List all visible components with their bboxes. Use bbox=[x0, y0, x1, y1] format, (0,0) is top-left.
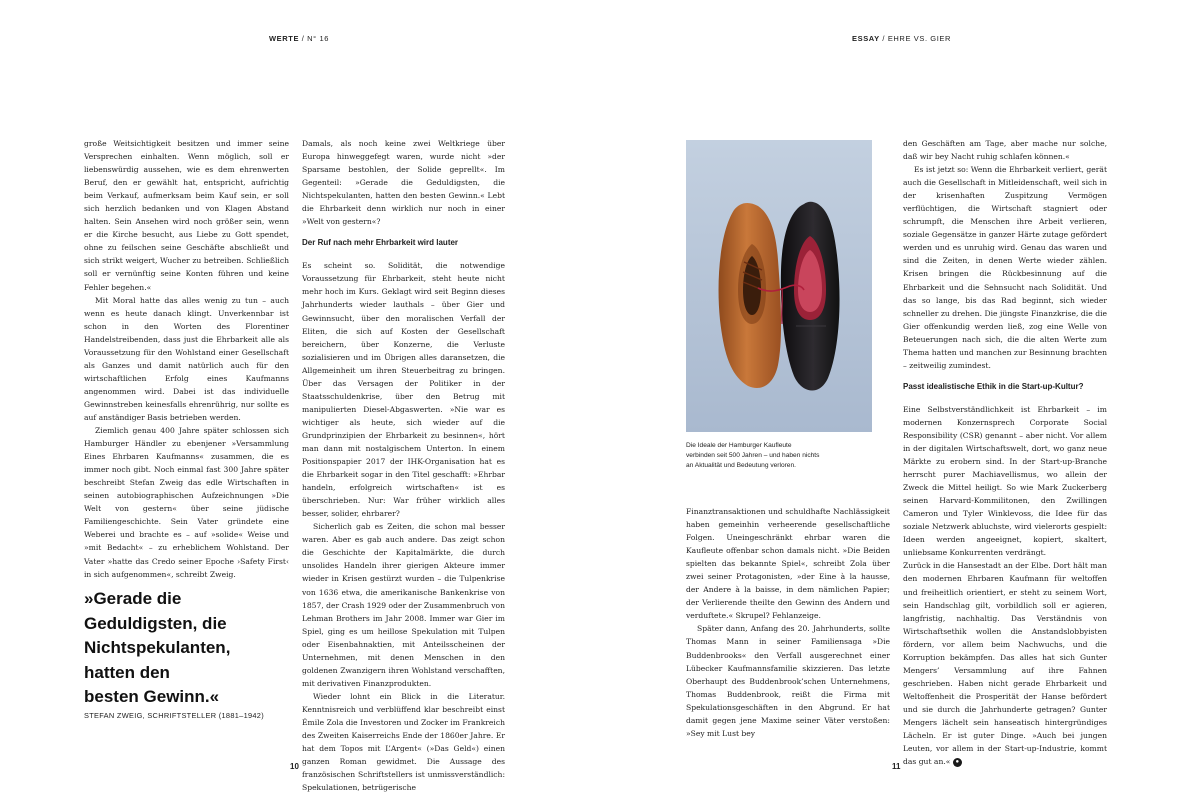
paragraph bbox=[903, 561, 1107, 766]
paragraph: Es ist jetzt so: Wenn die Ehrbarkeit verliert, gerät auch die Gesellschaft in Mitleidenschaft, weil sich in der krisenhaften Zuspitzung Vermögen verflüchtigen, die Wirtschaft stagniert oder schrumpft, die Menschen ihre Arbeit verlieren, soziale Gegensätze in ganzer Härte zutage gefördert werden und es unruhig wird. Genau das waren und sind die Zeiten, in denen Werte wieder zählen. Krisen bringen die Rückbesinnung auf die Ehrbarkeit und die Sehnsucht nach Solidität. Und das so lange, bis das Rad beginnt, sich wieder schneller zu drehen. Die jüngste Finanzkrise, die die Gier offenkundig werden ließ, zog eine Welle von Beteuerungen nach sich, die die alten Werte zum Thema hatten und manchen zur Besinnung brachten – zeitweilig zumindest. bbox=[903, 165, 1107, 370]
photo-caption: Die Ideale der Hamburger Kaufleute verbinden seit 500 Jahren – und haben nichts an Aktualität und Bedeutung verloren. bbox=[686, 442, 820, 469]
paragraph: Mit Moral hatte das alles wenig zu tun – auch wenn es heute danach klingt. Unverkennbar ist schon in den Worten des Florentiner Handelstreibenden, dass just die Ehrbarkeit alle als Voraussetzung für den Wohlstand einer Gesellschaft als Ganzes und damit natürlich auch für den wirtschaftlichen Erfolg eines Kaufmanns angenommen wird. Dabei ist das individuelle Gewinnstreben keinesfalls ehrenrührig, nur sollte es auf anständiger Basis betrieben werden. bbox=[84, 295, 289, 422]
page-number-left: 10 bbox=[290, 762, 299, 771]
pull-quote-line: besten Gewinn.« bbox=[84, 687, 220, 706]
pull-quote-line: hatten den bbox=[84, 662, 170, 682]
paragraph: Ziemlich genau 400 Jahre später schlossen sich Hamburger Händler zu ebenjener »Versammlung Eines Ehrbaren Kaufmanns« zusammen, die es immer noch gibt. Noch einmal fast 300 Jahre später beschreibt Stefan Zweig das edle Wirtschaften in seinen autobiographischen Aufzeichnungen »Die Welt von gestern« über seine jüdische Familiengeschichte. Sein Vater gründete eine Weberei und brachte es – auf »solide« Weise und »mit Bedacht« – zu erheblichem Wohlstand. Der Vater »hatte das Credo seiner Epoche ›Safety First‹ in sich aufgenommen«, schreibt Zweig. bbox=[84, 426, 289, 579]
paragraph: Später dann, Anfang des 20. Jahrhunderts, sollte Thomas Mann in seiner Familiensaga »Die Buddenbrooks« den Verfall ausgerechnet einer Lübecker Kaufmannsfamilie skizzieren. Das letzte Oberhaupt des Buddenbrook’schen Unternehmens, Thomas Buddenbrook, reißt die Firma mit Spekulationsgeschäften in den Abgrund. Er hat damit gegen jene Maxime seiner Väter verstoßen: »Sey mit Lust bey bbox=[686, 624, 890, 738]
subheading: Passt idealistische Ethik in die Start-up-Kultur? bbox=[903, 381, 1084, 391]
pull-quote-line: Geduldigsten, die bbox=[84, 613, 227, 633]
running-head-left: WERTE / N° 16 bbox=[269, 34, 329, 43]
paragraph: große Weitsichtigkeit besitzen und immer seine Versprechen einhalten. Wenn möglich, soll er liebenswürdig aussehen, wie es dem ehrenwerten Beruf, den er gewählt hat, entspricht, aufrichtig beim Verkauf, aufmerksam beim Kauf sein, er soll sich herzlich bedanken und von Klagen Abstand halten. Sein Ansehen wird noch größer sein, wenn er die Kirche besucht, aus Liebe zu Gott spendet, ohne zu feilschen seine Geschäfte abschließt und sich strikt weigert, Wucher zu betreiben. Schließlich soll er vernünftig seine Konten führen und keine Fehler begehen.« bbox=[84, 139, 289, 292]
pull-quote bbox=[84, 587, 294, 710]
paragraph: Damals, als noch keine zwei Weltkriege über Europa hinweggefegt waren, wurde nicht »der Sparsame bestohlen, der Solide geprellt«. Im Gegenteil: »Gerade die Geduldigsten, die Nichtspekulanten, hatten den besten Gewinn.« Lebt die Ehrbarkeit denn wirklich nur noch in einer »Welt von gestern«? bbox=[302, 139, 505, 227]
shoes-photo bbox=[686, 140, 872, 432]
end-mark-icon: ● bbox=[953, 758, 962, 767]
paragraph: Eine Selbstverständlichkeit ist Ehrbarkeit – im modernen Konzernsprech Corporate Social Responsibility (CSR) genannt – aber nicht. Vor allem in der digitalen Wirtschaftswelt, dort, wo ganz neue Märkte zu erobern sind. In der Start-up-Branche herrscht purer Machiavellismus, wo allein der Zweck die Mittel heiligt. So wie Mark Zuckerberg seinen Harvard-Kommilitonen, den Zwillingen Cameron und Tyler Winklevoss, die Idee für das soziale Netzwerk abluchste, wird vielerorts gespielt: Ideen werden angeeignet, kopiert, skaltert, unliebsame Konkurrenten verdrängt. bbox=[903, 404, 1107, 558]
pull-quote-source: STEFAN ZWEIG, SCHRIFTSTELLER (1881–1942) bbox=[84, 711, 264, 720]
section-name: WERTE bbox=[269, 34, 300, 43]
black-shoe bbox=[781, 202, 840, 391]
issue-number: N° 16 bbox=[307, 34, 329, 43]
paragraph: Wieder lohnt ein Blick in die Literatur. Kenntnisreich und verblüffend klar beschreibt einst Émile Zola die Investoren und Zocker im Frankreich des Zweiten Kaiserreichs Ende der 1860er Jahre. Er hat dem Topos mit L’Argent« (»Das Geld«) einen ganzen Roman gewidmet. Die Aussage des französischen Schriftstellers ist unmissverständlich: Spekulationen, betrügerische bbox=[302, 691, 505, 793]
pull-quote-line: Nichtspekulanten, bbox=[84, 638, 231, 657]
paragraph: Es scheint so. Solidität, die notwendige Voraussetzung für Ehrbarkeit, steht heute nicht mehr hoch im Kurs. Geklagt wird seit Beginn dieses Jahrhunderts wieder lauthals – über Gier und Gewinnsucht, über den moralischen Verfall der Eliten, die sich auf Kosten der Gesellschaft bereichern, über Konzerne, die Verluste sozialisieren und im Übrigen alles daransetzen, die Allgemeinheit um ihren Steuerbeitrag zu bringen. Über das Versagen der Politiker in der Staatsschuldenkrise, über den Betrug mit manipulierten Diesel-Abgaswerten. »Nie war es wichtiger als heute, sich wieder auf die Grundprinzipien der Ehrbarkeit zu besinnen«, hört man dann mit nostalgischem Unterton. In einem Positionspapier 2017 der IHK-Organisation hat es die Ehrbarkeit sogar in den Titel geschafft: »Ehrbar handeln, erfolgreich wirtschaften« ist es überschrieben. Nur: War früher wirklich alles besser, solider, ehrbarer? bbox=[302, 261, 505, 519]
text-column-3 bbox=[686, 505, 890, 740]
text-column-2 bbox=[302, 137, 505, 794]
shoes-illustration bbox=[686, 140, 872, 432]
section-name-right: ESSAY bbox=[852, 34, 880, 43]
paragraph: Sicherlich gab es Zeiten, die schon mal besser waren. Aber es gab auch andere. Das zeigt schon die Geschichte der Kapitalmärkte, die durch unsolides Handeln ihrer gierigen Akteure immer wieder in Krisen gestürzt wurden – die Tulpenkrise von 1636 etwa, die amerikanische Bankenkrise von 1857, der Crash 1929 oder der Zusammenbruch von Lehman Brothers im Jahr 2008. Immer war Gier im Spiel, ging es um heillose Spekulation mit Tulpen oder Eisenbahnaktien, mit Anteilsscheinen der Unternehmen, mit denen Menschen in den goldenen Zwanzigern ihren Wohlstand verschafften, mit derivativen Finanzprodukten. bbox=[302, 522, 505, 688]
page-number-right: 11 bbox=[892, 762, 901, 771]
paragraph-text: Zurück in die Hansestadt an der Elbe. Dort hält man den modernen Ehrbaren Kaufmann für weltoffen und freiheitlich orientiert, er steht zu seinem Wort, sein Handschlag gilt, vorbildlich soll er agieren, langfristig, nachhaltig. Das Verständnis von Wirtschaftsethik wollen die Anstandslobbyisten fördern, vor allem beim Nachwuchs, und die Korruption bekämpfen. Das alles hat sich Gunter Mengers’ Versammlung auf ihre Fahnen geschrieben. Haben nicht gerade Ehrbarkeit und Weltoffenheit die Prosperität der Hanse befördert und sie durch die Jahrhunderte getragen? Gunter Mengers lächelt sein hanseatisch hintergründiges Lächeln. Er ist guter Dinge. »Auch bei jungen Leuten, vor allem in der Start-up-Industrie, kommt das gut an.« bbox=[903, 561, 1107, 767]
subheading: Der Ruf nach mehr Ehrbarkeit wird lauter bbox=[302, 238, 459, 248]
text-column-1 bbox=[84, 137, 289, 581]
text-column-4 bbox=[903, 137, 1107, 768]
pull-quote-line: »Gerade die bbox=[84, 589, 182, 608]
paragraph: den Geschäften am Tage, aber mache nur solche, daß wir bey Nacht ruhig schlafen können.« bbox=[903, 139, 1107, 162]
running-head-right: ESSAY / EHRE VS. GIER bbox=[852, 34, 952, 43]
essay-title: EHRE VS. GIER bbox=[887, 34, 952, 43]
paragraph: Finanztransaktionen und schuldhafte Nachlässigkeit haben gemeinhin verheerende gesellschaftliche Folgen. Uneingeschränkt ehrbar waren die Kaufleute offenbar schon damals nicht. »Die Beiden spielten das bekannte Spiel«, schreibt Zola über zwei seiner Protagonisten, »der Eine à la hausse, der Andere à la baisse, in dem nämlichen Papier; der Verlierende theilte den Gewinn des Andern und verduftete.« Skrupel? Fehlanzeige. bbox=[686, 507, 890, 621]
